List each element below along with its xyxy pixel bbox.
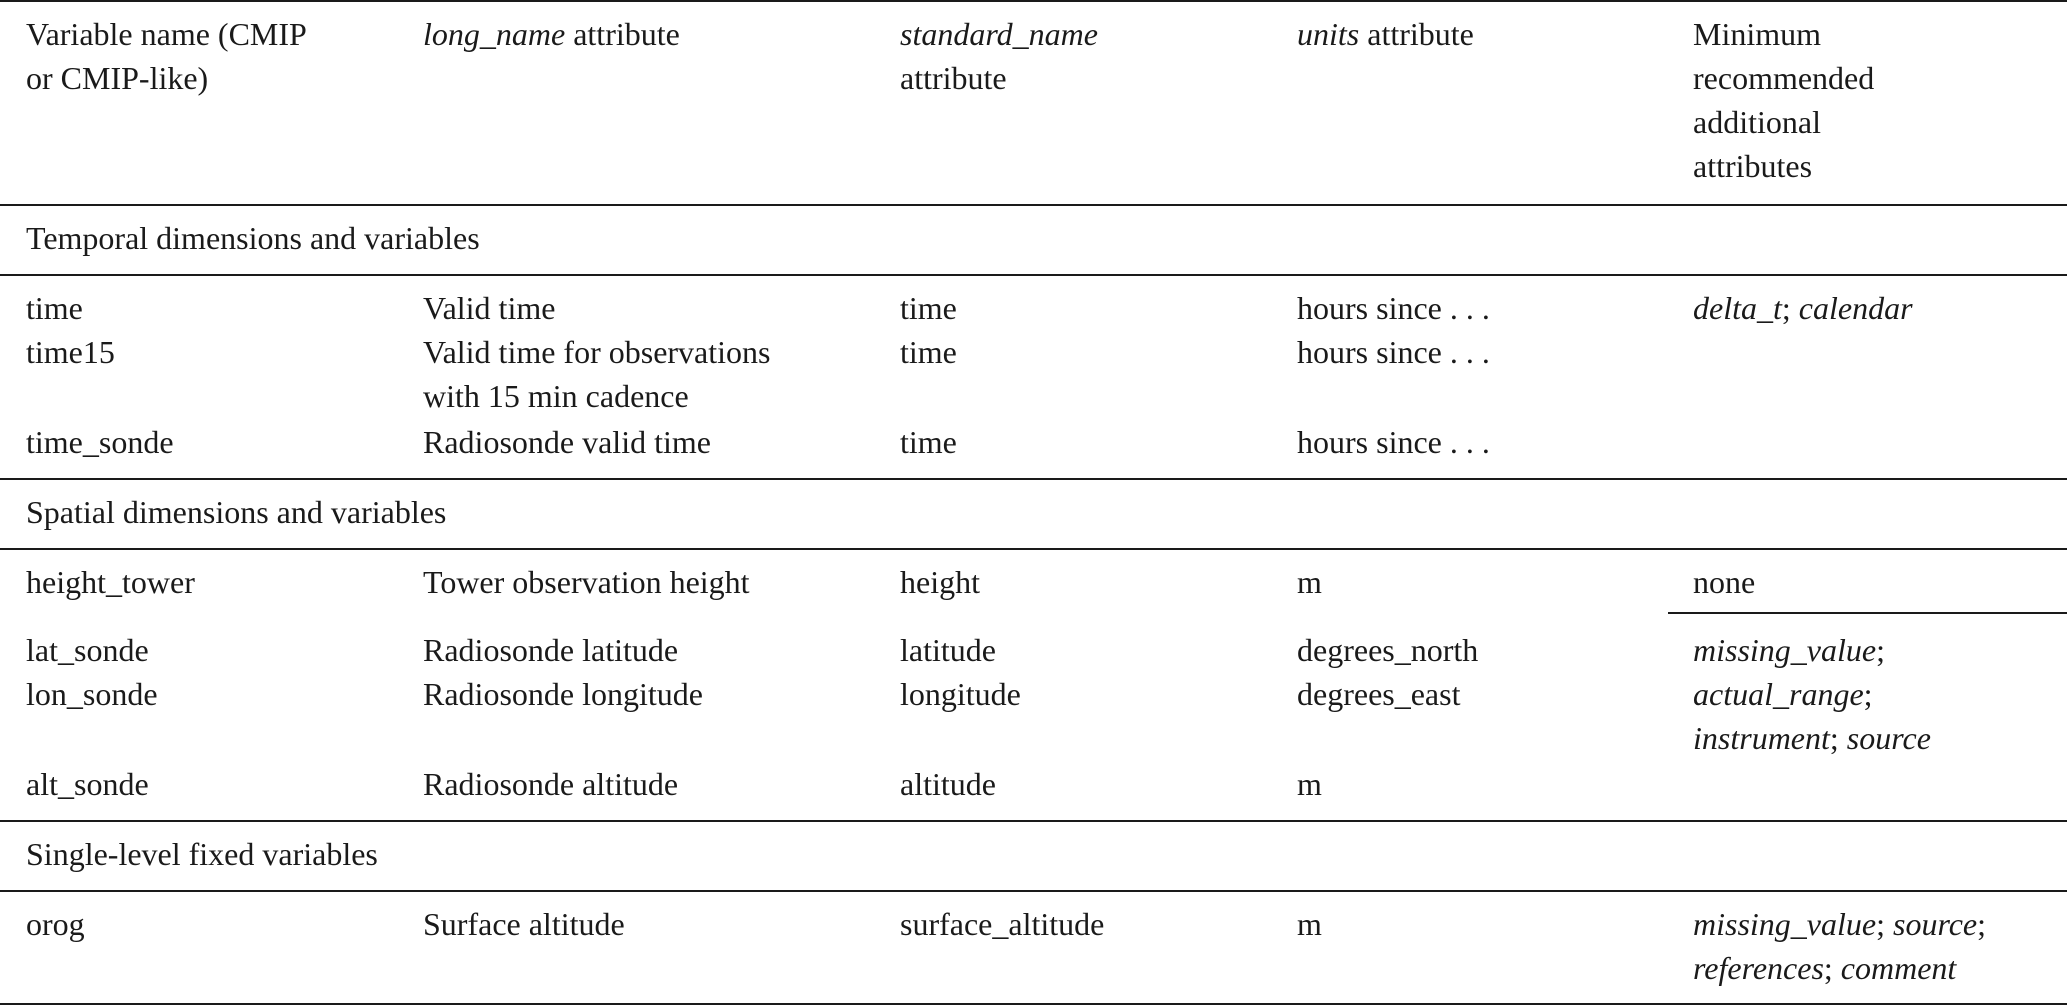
section-title-spatial: Spatial dimensions and variables <box>26 494 447 530</box>
header-min-attrs: recommended <box>1693 60 1875 96</box>
cell-long-name: Radiosonde latitude <box>423 632 679 668</box>
cell-units: hours since . . . <box>1297 334 1490 370</box>
cell-attributes: delta_t; calendar <box>1693 290 1913 326</box>
cell-units: degrees_east <box>1297 676 1461 712</box>
attr-line: actual_range; <box>1693 676 1873 712</box>
cell-variable: height_tower <box>26 564 195 600</box>
cell-units: degrees_north <box>1297 632 1479 668</box>
header-min-attrs: additional <box>1693 104 1821 140</box>
cell-standard-name: longitude <box>900 676 1021 712</box>
section-title-temporal: Temporal dimensions and variables <box>26 220 480 256</box>
cell-long-name-cont: with 15 min cadence <box>423 378 689 414</box>
section-rule <box>0 478 2067 480</box>
cell-variable: time_sonde <box>26 424 174 460</box>
attr-line: references; comment <box>1693 950 1957 986</box>
cell-variable: time <box>26 290 83 326</box>
header-standard-name-cont: attribute <box>900 60 1007 96</box>
cell-units: m <box>1297 906 1322 942</box>
section-title-single-level: Single-level fixed variables <box>26 836 378 872</box>
cell-variable: alt_sonde <box>26 766 149 802</box>
cell-long-name: Surface altitude <box>423 906 625 942</box>
header-rule <box>0 204 2067 206</box>
cell-standard-name: altitude <box>900 766 996 802</box>
cell-long-name: Valid time <box>423 290 556 326</box>
section-rule <box>0 890 2067 892</box>
cell-units: m <box>1297 766 1322 802</box>
cell-standard-name: time <box>900 334 957 370</box>
cell-long-name: Valid time for observations <box>423 334 771 370</box>
bottom-rule <box>0 1003 2067 1005</box>
section-rule <box>0 274 2067 276</box>
section-rule <box>0 548 2067 550</box>
cell-standard-name: time <box>900 424 957 460</box>
cell-long-name: Radiosonde longitude <box>423 676 703 712</box>
cell-units: hours since . . . <box>1297 290 1490 326</box>
attr-line: missing_value; <box>1693 632 1885 668</box>
cell-standard-name: time <box>900 290 957 326</box>
header-variable-name-cont: or CMIP-like) <box>26 60 209 96</box>
header-long-name: long_name attribute <box>423 16 680 52</box>
cell-variable: lon_sonde <box>26 676 158 712</box>
partial-rule <box>1668 612 2067 614</box>
cell-variable: lat_sonde <box>26 632 149 668</box>
section-rule <box>0 820 2067 822</box>
cell-standard-name: latitude <box>900 632 996 668</box>
cell-long-name: Radiosonde valid time <box>423 424 711 460</box>
cell-attributes: none <box>1693 564 1756 600</box>
header-min-attrs: attributes <box>1693 148 1813 184</box>
cell-long-name: Radiosonde altitude <box>423 766 679 802</box>
header-min-attrs: Minimum <box>1693 16 1822 52</box>
attr-line: instrument; source <box>1693 720 1931 756</box>
attr-line: missing_value; source; <box>1693 906 1986 942</box>
cell-long-name: Tower observation height <box>423 564 750 600</box>
cell-variable: orog <box>26 906 85 942</box>
header-variable-name: Variable name (CMIP <box>26 16 307 52</box>
cell-variable: time15 <box>26 334 115 370</box>
cell-standard-name: height <box>900 564 980 600</box>
header-standard-name: standard_name <box>900 16 1098 52</box>
cell-units: hours since . . . <box>1297 424 1490 460</box>
header-units: units attribute <box>1297 16 1474 52</box>
cell-standard-name: surface_altitude <box>900 906 1105 942</box>
top-rule <box>0 0 2067 2</box>
cell-units: m <box>1297 564 1322 600</box>
